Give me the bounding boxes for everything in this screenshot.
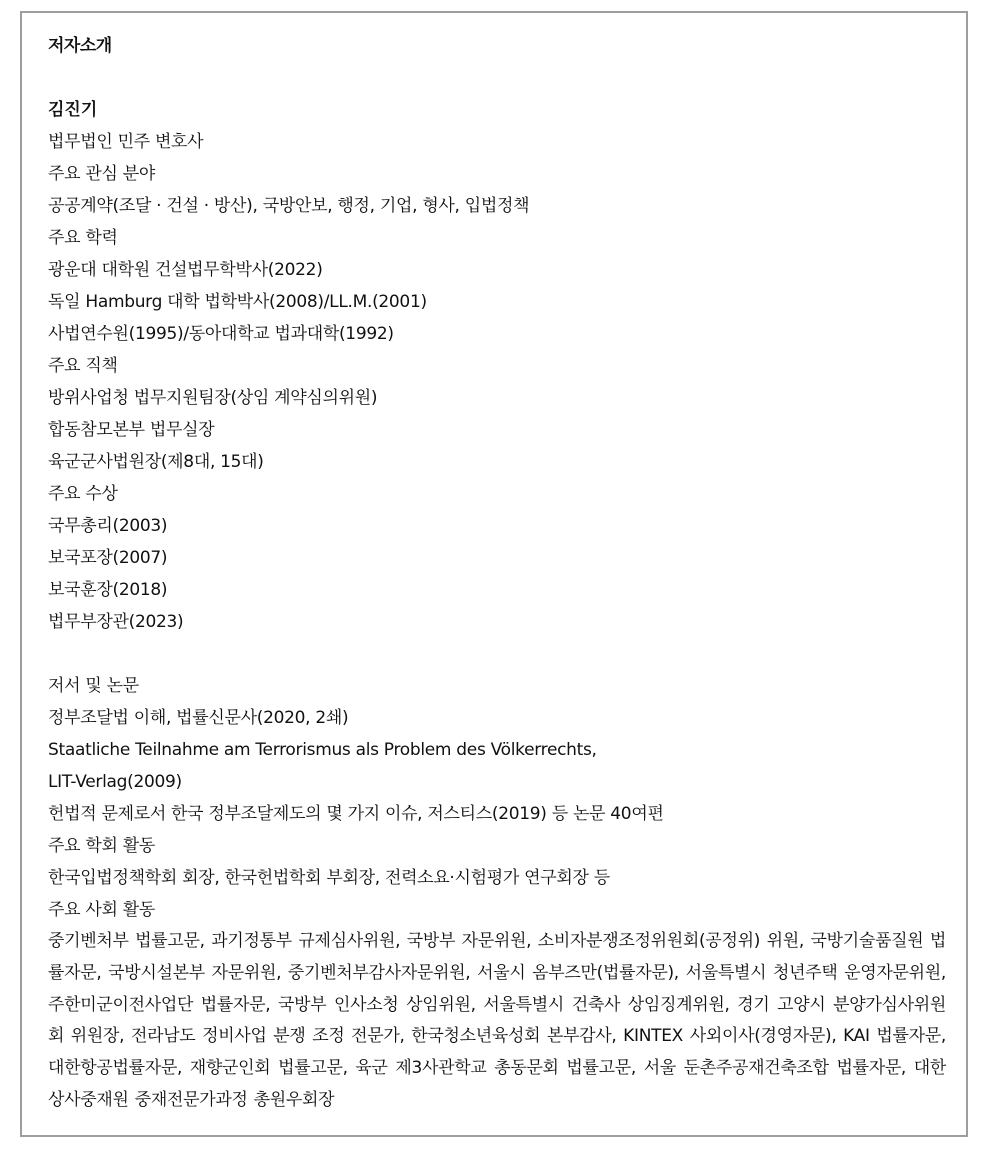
author-position: 법무법인 민주 변호사 — [48, 132, 204, 152]
education-label: 주요 학력 — [48, 228, 118, 248]
interests-label: 주요 관심 분야 — [48, 164, 155, 184]
publication-item: LIT-Verlag(2009) — [48, 772, 182, 792]
awards-label: 주요 수상 — [48, 484, 118, 504]
awards-item: 법무부장관(2023) — [48, 612, 184, 632]
publications-label: 저서 및 논문 — [48, 676, 139, 696]
education-item: 광운대 대학원 건설법무학박사(2022) — [48, 260, 323, 280]
section-title: 저자소개 — [48, 36, 112, 56]
social-label: 주요 사회 활동 — [48, 900, 155, 920]
academic-text: 한국입법정책학회 회장, 한국헌법학회 부회장, 전력소요·시험평가 연구회장 등 — [48, 868, 610, 888]
positions-item: 육군군사법원장(제8대, 15대) — [48, 452, 264, 472]
publication-item: Staatliche Teilnahme am Terrorismus als Problem des Völkerrechts, — [48, 740, 597, 760]
author-intro-content — [48, 30, 948, 1117]
awards-item: 보국포장(2007) — [48, 548, 168, 568]
spacer — [48, 638, 948, 670]
positions-item: 방위사업청 법무지원팀장(상임 계약심의위원) — [48, 388, 378, 408]
interests-text: 공공계약(조달 · 건설 · 방산), 국방안보, 행정, 기업, 형사, 입법정책 — [48, 196, 530, 216]
social-text: 중기벤처부 법률고문, 과기정통부 규제심사위원, 국방부 자문위원, 소비자분쟁조정위원회(공정위) 위원, 국방기술품질원 법률자문, 국방시설본부 자문위원, 중기벤처부감사자문위원, 서울시 옴부즈만(법률자문), 서울특별시 청년주택 운영자문위원, 주한미군이전사업단 법률자문, 국방부 인사소청 상임위원, 서울특별시 건축사 상임징계위원, 경기 고양시 분양가심사위원회 위원장, 전라남도 정비사업 분쟁 조정 전문가, 한국청소년육성회 본부감사, KINTEX 사외이사(경영자문), KAI 법률자문, 대한항공법률자문, 재향군인회 법률고문, 육군 제3사관학교 총동문회 법률고문, 서울 둔촌주공재건축조합 법률자문, 대한상사중재원 중재전문가과정 총원우회장 — [48, 931, 946, 1110]
education-item: 사법연수원(1995)/동아대학교 법과대학(1992) — [48, 324, 394, 344]
awards-item: 국무총리(2003) — [48, 516, 168, 536]
awards-item: 보국훈장(2018) — [48, 580, 168, 600]
positions-label: 주요 직책 — [48, 356, 118, 376]
academic-label: 주요 학회 활동 — [48, 836, 155, 856]
positions-item: 합동참모본부 법무실장 — [48, 420, 215, 440]
publication-item: 헌법적 문제로서 한국 정부조달제도의 몇 가지 이슈, 저스티스(2019) 등 논문 40여편 — [48, 804, 664, 824]
publication-item: 정부조달법 이해, 법률신문사(2020, 2쇄) — [48, 708, 349, 728]
author-name: 김진기 — [48, 100, 98, 120]
author-intro-box — [20, 11, 968, 1137]
spacer — [48, 62, 948, 94]
education-item: 독일 Hamburg 대학 법학박사(2008)/LL.M.(2001) — [48, 292, 427, 312]
